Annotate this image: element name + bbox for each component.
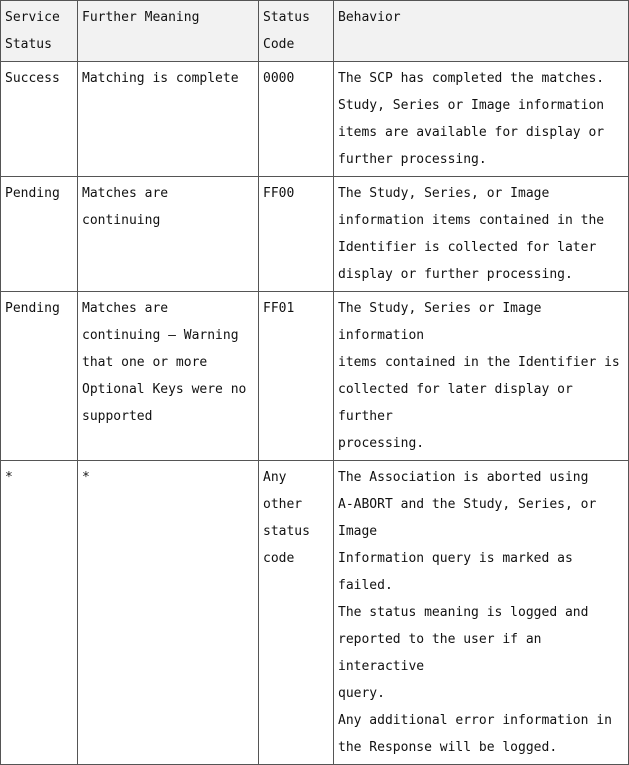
table-header [1,1,629,62]
cell-service-status: * [1,461,78,765]
cell-further-meaning: Matches are continuing – Warning that one or more Optional Keys were no supported [78,292,259,461]
header-service-status: Service Status [1,1,78,62]
table-row [1,292,629,461]
cell-status-code: Any other status code [259,461,334,765]
table-row [1,177,629,292]
cell-further-meaning: Matching is complete [78,62,259,177]
cell-service-status: Success [1,62,78,177]
header-row [1,1,629,62]
cell-behavior: The Study, Series, or Image information items contained in the Identifier is collected for later display or further processing. [334,177,629,292]
header-status-code: Status Code [259,1,334,62]
cell-service-status: Pending [1,177,78,292]
header-behavior: Behavior [334,1,629,62]
table-row [1,62,629,177]
cell-further-meaning: Matches are continuing [78,177,259,292]
cell-service-status: Pending [1,292,78,461]
cell-status-code: FF00 [259,177,334,292]
table-row [1,461,629,765]
cell-status-code: 0000 [259,62,334,177]
header-further-meaning: Further Meaning [78,1,259,62]
cell-further-meaning: * [78,461,259,765]
cell-behavior: The SCP has completed the matches. Study, Series or Image information items are available for display or further processing. [334,62,629,177]
cell-behavior: The Association is aborted using A-ABORT and the Study, Series, or Image Information query is marked as failed. The status meaning is logged and reported to the user if an interactive query. Any additional error information in the Response will be logged. [334,461,629,765]
cell-status-code: FF01 [259,292,334,461]
table-body [1,62,629,765]
cell-behavior: The Study, Series or Image information items contained in the Identifier is collected for later display or further processing. [334,292,629,461]
